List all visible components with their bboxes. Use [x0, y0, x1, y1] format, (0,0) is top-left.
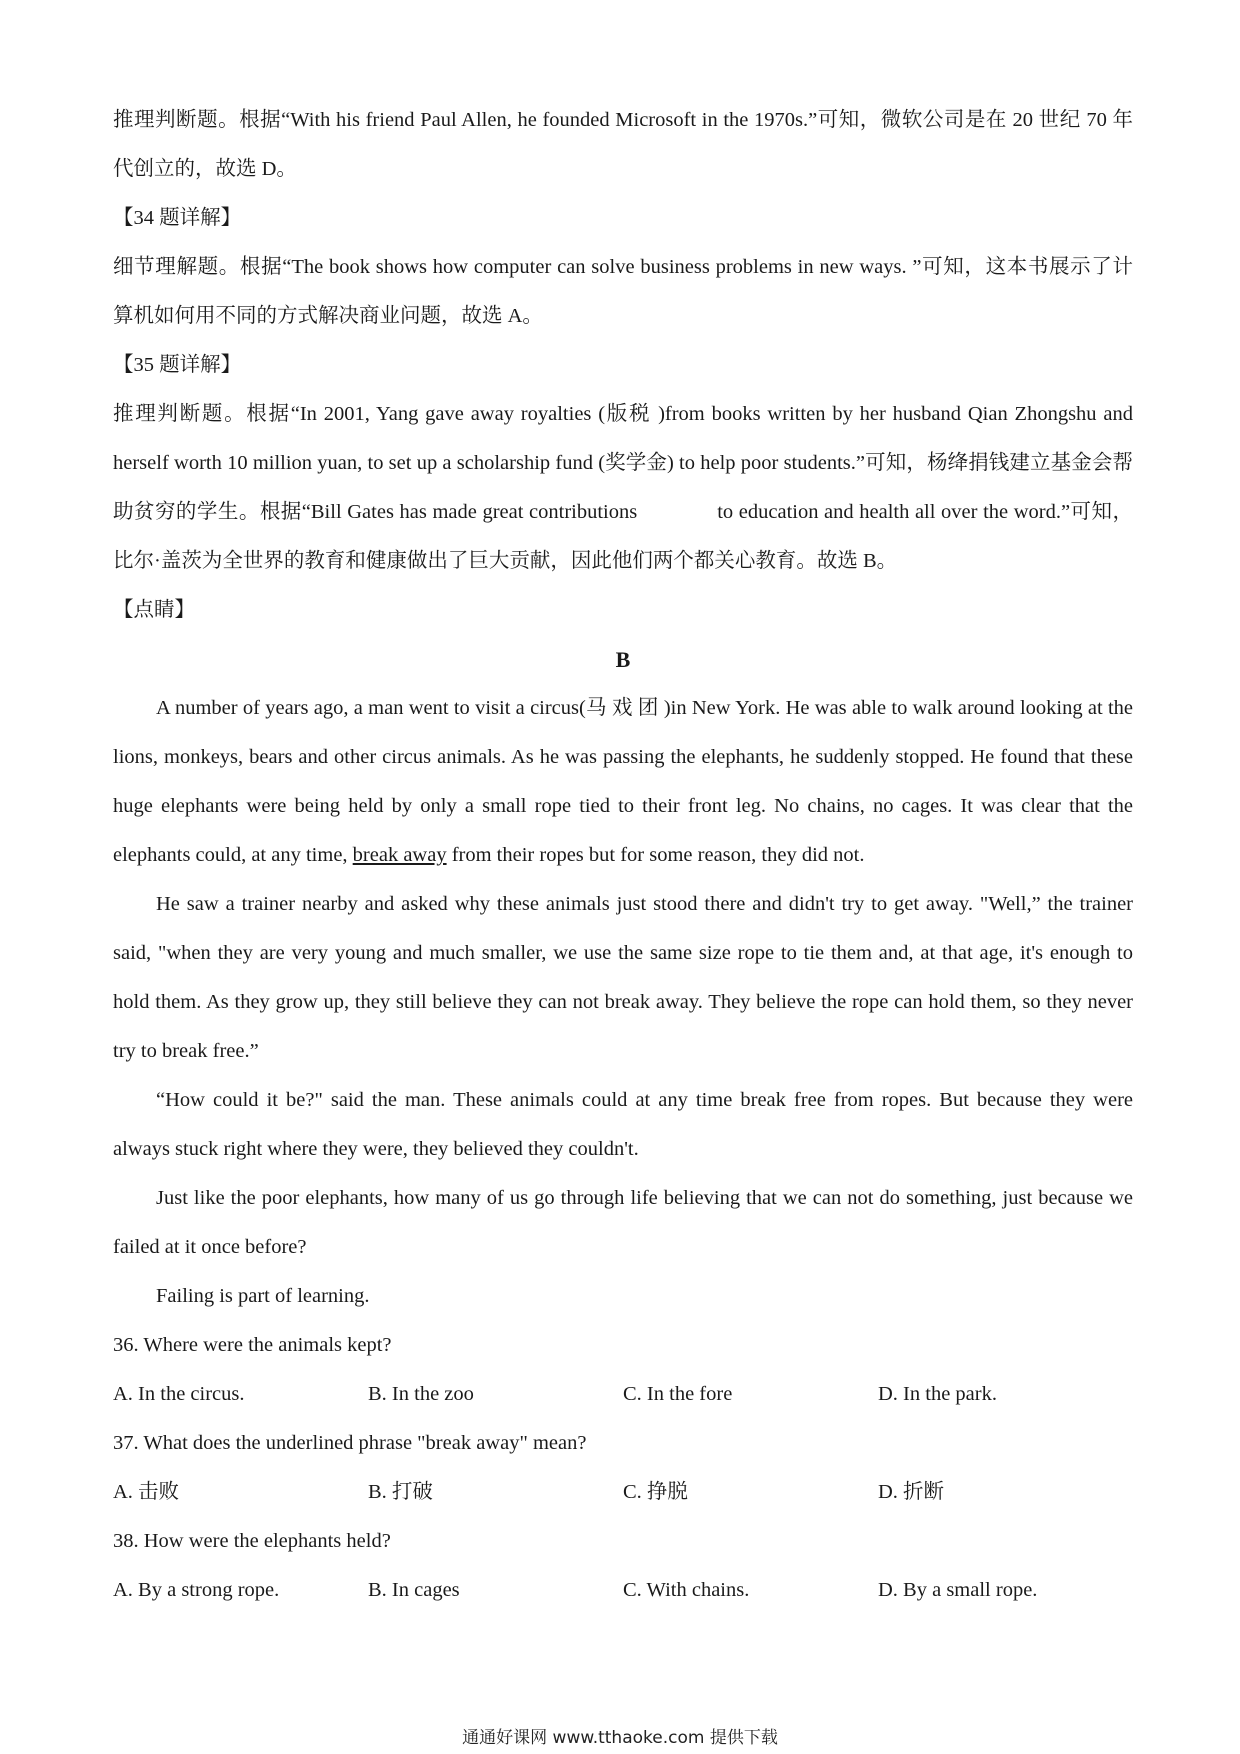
option-d: D. By a small rope. — [878, 1579, 1038, 1601]
passage-paragraph-5: Failing is part of learning. — [156, 1285, 370, 1307]
option-a: A. In the circus. — [113, 1383, 245, 1405]
question-36-stem: 36. Where were the animals kept? — [113, 1334, 392, 1356]
p1-text-a: A number of years ago, a man went to visit a circus(马 戏 团 )in New York. He was able to walk around looking at the lions, monkeys, bears and other circus animals. As he was passing the elephants, he suddenly stopped. He found that these huge elephants were being held by only a small rope tied to their front leg. No chains, no cages. It was clear that the elephants could, at any time, — [113, 697, 1133, 866]
q35-explanation — [113, 390, 1133, 586]
option-c: C. 挣脱 — [623, 1481, 688, 1503]
p1-text-b: from their ropes but for some reason, they did not. — [446, 844, 865, 866]
passage-paragraph-3: “How could it be?" said the man. These animals could at any time break free from ropes. But because they were always stuck right where they were, they believed they couldn't. — [113, 1089, 1133, 1160]
underlined-phrase: break away — [352, 844, 447, 866]
option-b: B. In cages — [368, 1579, 460, 1601]
question-38-stem: 38. How were the elephants held? — [113, 1530, 391, 1552]
question-36-options — [113, 1370, 1133, 1419]
question-37-stem: 37. What does the underlined phrase "break away" mean? — [113, 1432, 587, 1454]
passage-paragraph-4: Just like the poor elephants, how many of us go through life believing that we can not do something, just because we failed at it once before? — [113, 1187, 1133, 1258]
option-b: B. 打破 — [368, 1481, 433, 1503]
option-d: D. 折断 — [878, 1481, 945, 1503]
passage-paragraph-2: He saw a trainer nearby and asked why these animals just stood there and didn't try to get away. "Well,” the trainer said, "when they are very young and much smaller, we use the same size rope to tie them and, at that age, it's enough to hold them. As they grow up, they still believe they can not break away. They believe the rope can hold them, so they never try to break free.” — [113, 893, 1133, 1062]
q34-explanation: 细节理解题。根据“The book shows how computer can solve business problems in new ways. ”可知，这本书展示了计算机如何用不同的方式解决商业问题，故选 A。 — [113, 256, 1133, 327]
passage-paragraph-1 — [113, 684, 1133, 880]
option-a: A. 击败 — [113, 1481, 180, 1503]
question-37-options — [113, 1468, 1133, 1517]
document-page — [113, 96, 1133, 1615]
option-c: C. With chains. — [623, 1579, 750, 1601]
page-footer: 通通好课网 www.tthaoke.com 提供下载 — [462, 1728, 778, 1748]
q34-heading: 【34 题详解】 — [113, 207, 242, 229]
option-a: A. By a strong rope. — [113, 1579, 280, 1601]
option-b: B. In the zoo — [368, 1383, 474, 1405]
dianjing-heading: 【点睛】 — [113, 599, 195, 621]
q35-text-a: 推理判断题。根据“In 2001, Yang gave away royalties (版税 )from books written by her husband Qian Zhongshu and herself worth 10 million yuan, to set up a scholarship fund (奖学金) to help poor students.”可知，杨绛捐钱建立基金会帮助贫穷的学生。根据“Bill Gates has made great contributions — [113, 403, 1133, 523]
q35-text-b: to education and health all over the word.”可知，比尔·盖茨为全世界的教育和健康做出了巨大贡献，因此他们两个都关心教育。故选 B。 — [113, 501, 1133, 572]
option-c: C. In the fore — [623, 1383, 733, 1405]
q35-heading: 【35 题详解】 — [113, 354, 242, 376]
section-title: B — [615, 647, 631, 672]
option-d: D. In the park. — [878, 1383, 997, 1405]
q33-explanation: 推理判断题。根据“With his friend Paul Allen, he founded Microsoft in the 1970s.”可知，微软公司是在 20 世纪 70 年代创立的，故选 D。 — [113, 109, 1133, 180]
question-38-options — [113, 1566, 1133, 1615]
